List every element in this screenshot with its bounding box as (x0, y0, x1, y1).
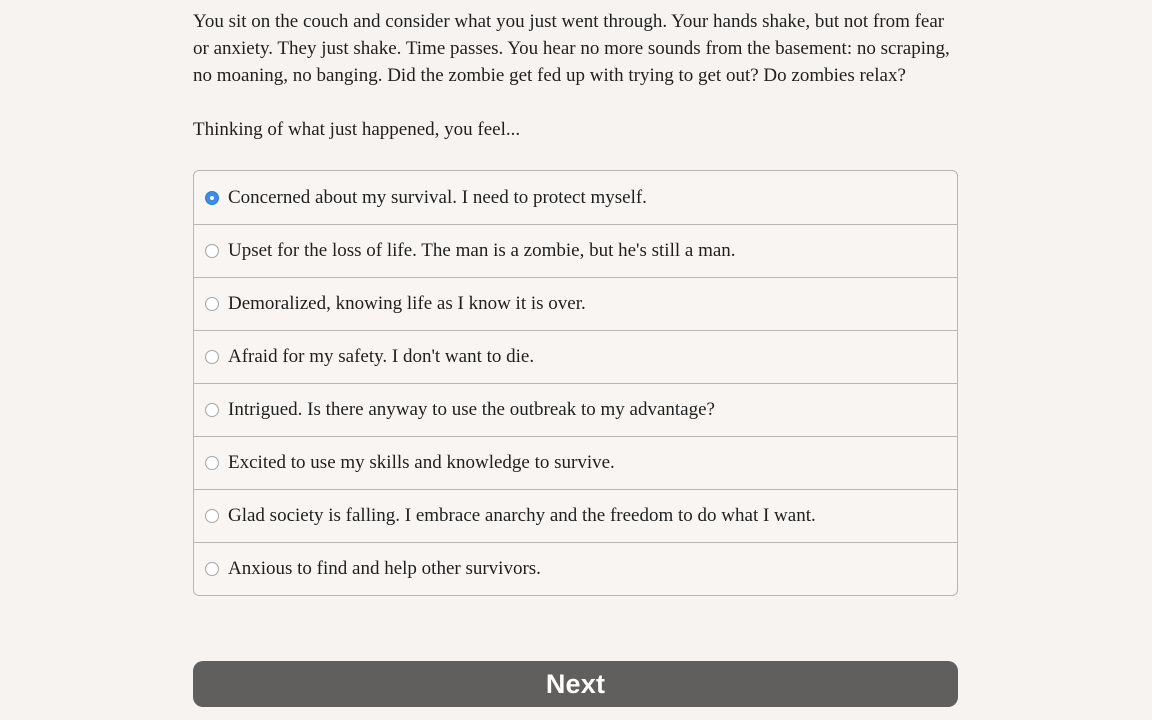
choice-prompt: Thinking of what just happened, you feel... (193, 119, 521, 140)
game-content (193, 8, 958, 596)
radio-unselected-icon[interactable] (205, 244, 219, 258)
radio-unselected-icon[interactable] (205, 509, 219, 523)
choice-option[interactable] (194, 224, 957, 277)
choice-label: Demoralized, knowing life as I know it is over. (228, 293, 586, 314)
choice-label: Anxious to find and help other survivors. (228, 558, 541, 579)
radio-unselected-icon[interactable] (205, 297, 219, 311)
choice-option[interactable] (194, 171, 957, 224)
choice-option[interactable] (194, 489, 957, 542)
choice-label: Intrigued. Is there anyway to use the outbreak to my advantage? (228, 399, 715, 420)
radio-unselected-icon[interactable] (205, 456, 219, 470)
choice-list (193, 170, 958, 596)
choice-label: Afraid for my safety. I don't want to die. (228, 346, 535, 367)
choice-label: Upset for the loss of life. The man is a zombie, but he's still a man. (228, 240, 736, 261)
choice-label: Concerned about my survival. I need to protect myself. (228, 186, 647, 208)
radio-selected-icon[interactable] (205, 191, 219, 205)
choice-label: Excited to use my skills and knowledge to survive. (228, 452, 615, 473)
radio-unselected-icon[interactable] (205, 350, 219, 364)
choice-option[interactable] (194, 330, 957, 383)
choice-label: Glad society is falling. I embrace anarchy and the freedom to do what I want. (228, 505, 816, 526)
choice-option[interactable] (194, 383, 957, 436)
next-button[interactable]: Next (193, 661, 958, 707)
choice-option[interactable] (194, 436, 957, 489)
choice-option[interactable] (194, 542, 957, 595)
choice-option[interactable] (194, 277, 957, 330)
radio-unselected-icon[interactable] (205, 562, 219, 576)
radio-unselected-icon[interactable] (205, 403, 219, 417)
story-text: You sit on the couch and consider what you just went through. Your hands shake, but not from fear or anxiety. They just shake. Time passes. You hear no more sounds from the basement: no scraping, no moaning, no banging. Did the zombie get fed up with trying to get out? Do zombies relax? (193, 11, 950, 86)
